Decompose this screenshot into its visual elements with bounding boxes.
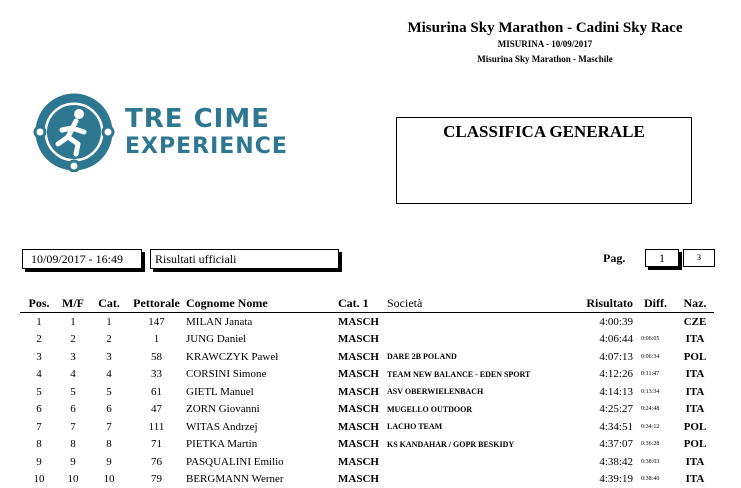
cell-mf: 5: [58, 383, 88, 401]
cell-mf: 10: [58, 471, 88, 488]
cell-risultato: 4:38:42: [573, 453, 635, 471]
cell-cat1: MASCH: [338, 383, 385, 401]
table-row: [20, 348, 714, 366]
cell-risultato: 4:14:13: [573, 383, 635, 401]
cell-naz: POL: [676, 436, 714, 454]
cell-pettorale: 1: [130, 331, 183, 349]
cell-cat: 9: [88, 453, 130, 471]
cell-mf: 7: [58, 418, 88, 436]
cell-societa: TEAM NEW BALANCE - EDEN SPORT: [385, 366, 573, 384]
page-current-box: [645, 249, 679, 267]
cell-risultato: 4:34:51: [573, 418, 635, 436]
table-row: [20, 471, 714, 488]
results-table: [20, 294, 714, 488]
cell-name: PIETKA Martin: [183, 436, 338, 454]
cell-mf: 1: [58, 313, 88, 331]
status-box: [150, 249, 339, 269]
cell-name: MILAN Janata: [183, 313, 338, 331]
cell-pos: 3: [20, 348, 58, 366]
table-row: [20, 366, 714, 384]
cell-pettorale: 147: [130, 313, 183, 331]
cell-pos: 9: [20, 453, 58, 471]
cell-cat: 4: [88, 366, 130, 384]
table-header-row: [20, 294, 714, 313]
cell-societa: [385, 471, 573, 488]
cell-diff: 0:38:40: [635, 471, 676, 488]
cell-name: KRAWCZYK Paweł: [183, 348, 338, 366]
table-row: [20, 453, 714, 471]
cell-naz: ITA: [676, 453, 714, 471]
cell-cat: 8: [88, 436, 130, 454]
cell-cat1: MASCH: [338, 453, 385, 471]
page-label: Pag.: [603, 251, 625, 266]
cell-cat1: MASCH: [338, 436, 385, 454]
cell-societa: LACHO TEAM: [385, 418, 573, 436]
cell-mf: 2: [58, 331, 88, 349]
cell-pettorale: 58: [130, 348, 183, 366]
cell-societa: ASV OBERWIELENBACH: [385, 383, 573, 401]
col-naz: Naz.: [676, 294, 714, 313]
table-row: [20, 383, 714, 401]
cell-pettorale: 111: [130, 418, 183, 436]
classifica-title: CLASSIFICA GENERALE: [397, 122, 691, 142]
cell-diff: 0:24:48: [635, 401, 676, 419]
race-date: MISURINA - 10/09/2017: [380, 39, 710, 49]
cell-societa: MUGELLO OUTDOOR: [385, 401, 573, 419]
cell-naz: ITA: [676, 471, 714, 488]
col-risultato: Risultato: [573, 294, 635, 313]
cell-naz: POL: [676, 418, 714, 436]
cell-naz: ITA: [676, 401, 714, 419]
col-societa: Società: [385, 294, 573, 313]
cell-name: PASQUALINI Emilio: [183, 453, 338, 471]
cell-pos: 6: [20, 401, 58, 419]
page-current: 1: [646, 251, 678, 266]
cell-cat1: MASCH: [338, 366, 385, 384]
cell-diff: [635, 313, 676, 331]
cell-pos: 4: [20, 366, 58, 384]
cell-pos: 8: [20, 436, 58, 454]
cell-diff: 0:11:47: [635, 366, 676, 384]
cell-pettorale: 61: [130, 383, 183, 401]
cell-name: WITAS Andrzej: [183, 418, 338, 436]
cell-risultato: 4:00:39: [573, 313, 635, 331]
page-total: 3: [684, 253, 714, 262]
cell-diff: 0:06:34: [635, 348, 676, 366]
cell-mf: 6: [58, 401, 88, 419]
cell-pettorale: 47: [130, 401, 183, 419]
cell-cat: 10: [88, 471, 130, 488]
datetime-box: [22, 249, 142, 269]
cell-diff: 0:34:12: [635, 418, 676, 436]
cell-risultato: 4:25:27: [573, 401, 635, 419]
race-title: Misurina Sky Marathon - Cadini Sky Race: [380, 20, 710, 37]
cell-societa: [385, 313, 573, 331]
cell-pettorale: 76: [130, 453, 183, 471]
cell-risultato: 4:07:13: [573, 348, 635, 366]
logo-text-line2: EXPERIENCE: [125, 134, 288, 159]
logo-text-line1: TRE CIME: [125, 104, 270, 134]
cell-pos: 1: [20, 313, 58, 331]
cell-societa: DARE 2B POLAND: [385, 348, 573, 366]
col-pos: Pos.: [20, 294, 58, 313]
cell-pos: 2: [20, 331, 58, 349]
cell-mf: 3: [58, 348, 88, 366]
cell-risultato: 4:39:19: [573, 471, 635, 488]
cell-societa: [385, 453, 573, 471]
cell-cat: 3: [88, 348, 130, 366]
cell-naz: POL: [676, 348, 714, 366]
table-row: [20, 313, 714, 331]
table-row: [20, 436, 714, 454]
cell-cat1: MASCH: [338, 418, 385, 436]
cell-pos: 5: [20, 383, 58, 401]
col-diff: Diff.: [635, 294, 676, 313]
cell-cat1: MASCH: [338, 331, 385, 349]
cell-cat: 2: [88, 331, 130, 349]
cell-cat1: MASCH: [338, 401, 385, 419]
col-name: Cognome Nome: [183, 294, 338, 313]
cell-risultato: 4:06:44: [573, 331, 635, 349]
cell-cat: 6: [88, 401, 130, 419]
cell-name: BERGMANN Werner: [183, 471, 338, 488]
cell-naz: ITA: [676, 366, 714, 384]
cell-pettorale: 33: [130, 366, 183, 384]
cell-cat: 7: [88, 418, 130, 436]
cell-societa: KS KANDAHAR / GOPR BESKIDY: [385, 436, 573, 454]
race-category: Misurina Sky Marathon - Maschile: [380, 54, 710, 64]
cell-naz: ITA: [676, 331, 714, 349]
cell-naz: CZE: [676, 313, 714, 331]
cell-diff: 0:38:03: [635, 453, 676, 471]
col-mf: M/F: [58, 294, 88, 313]
cell-cat: 1: [88, 313, 130, 331]
datetime-text: 10/09/2017 - 16:49: [31, 252, 123, 267]
cell-pos: 7: [20, 418, 58, 436]
cell-name: ZORN Giovanni: [183, 401, 338, 419]
classifica-box: [396, 117, 692, 204]
table-row: [20, 401, 714, 419]
cell-name: GIETL Manuel: [183, 383, 338, 401]
runner-logo-icon: [32, 92, 118, 172]
cell-risultato: 4:37:07: [573, 436, 635, 454]
tre-cime-logo: [32, 92, 292, 172]
cell-name: CORSINI Simone: [183, 366, 338, 384]
table-row: [20, 418, 714, 436]
cell-mf: 4: [58, 366, 88, 384]
cell-societa: [385, 331, 573, 349]
cell-cat1: MASCH: [338, 471, 385, 488]
cell-cat1: MASCH: [338, 348, 385, 366]
col-cat: Cat.: [88, 294, 130, 313]
col-pettorale: Pettorale: [130, 294, 183, 313]
cell-name: JUNG Daniel: [183, 331, 338, 349]
cell-cat1: MASCH: [338, 313, 385, 331]
cell-cat: 5: [88, 383, 130, 401]
cell-pettorale: 79: [130, 471, 183, 488]
cell-pos: 10: [20, 471, 58, 488]
cell-risultato: 4:12:26: [573, 366, 635, 384]
cell-mf: 8: [58, 436, 88, 454]
cell-diff: 0:06:05: [635, 331, 676, 349]
cell-mf: 9: [58, 453, 88, 471]
col-cat1: Cat. 1: [338, 294, 385, 313]
cell-diff: 0:36:28: [635, 436, 676, 454]
cell-naz: ITA: [676, 383, 714, 401]
page-total-box: [683, 249, 715, 267]
cell-diff: 0:13:34: [635, 383, 676, 401]
cell-pettorale: 71: [130, 436, 183, 454]
table-row: [20, 331, 714, 349]
status-text: Risultati ufficiali: [155, 252, 236, 267]
